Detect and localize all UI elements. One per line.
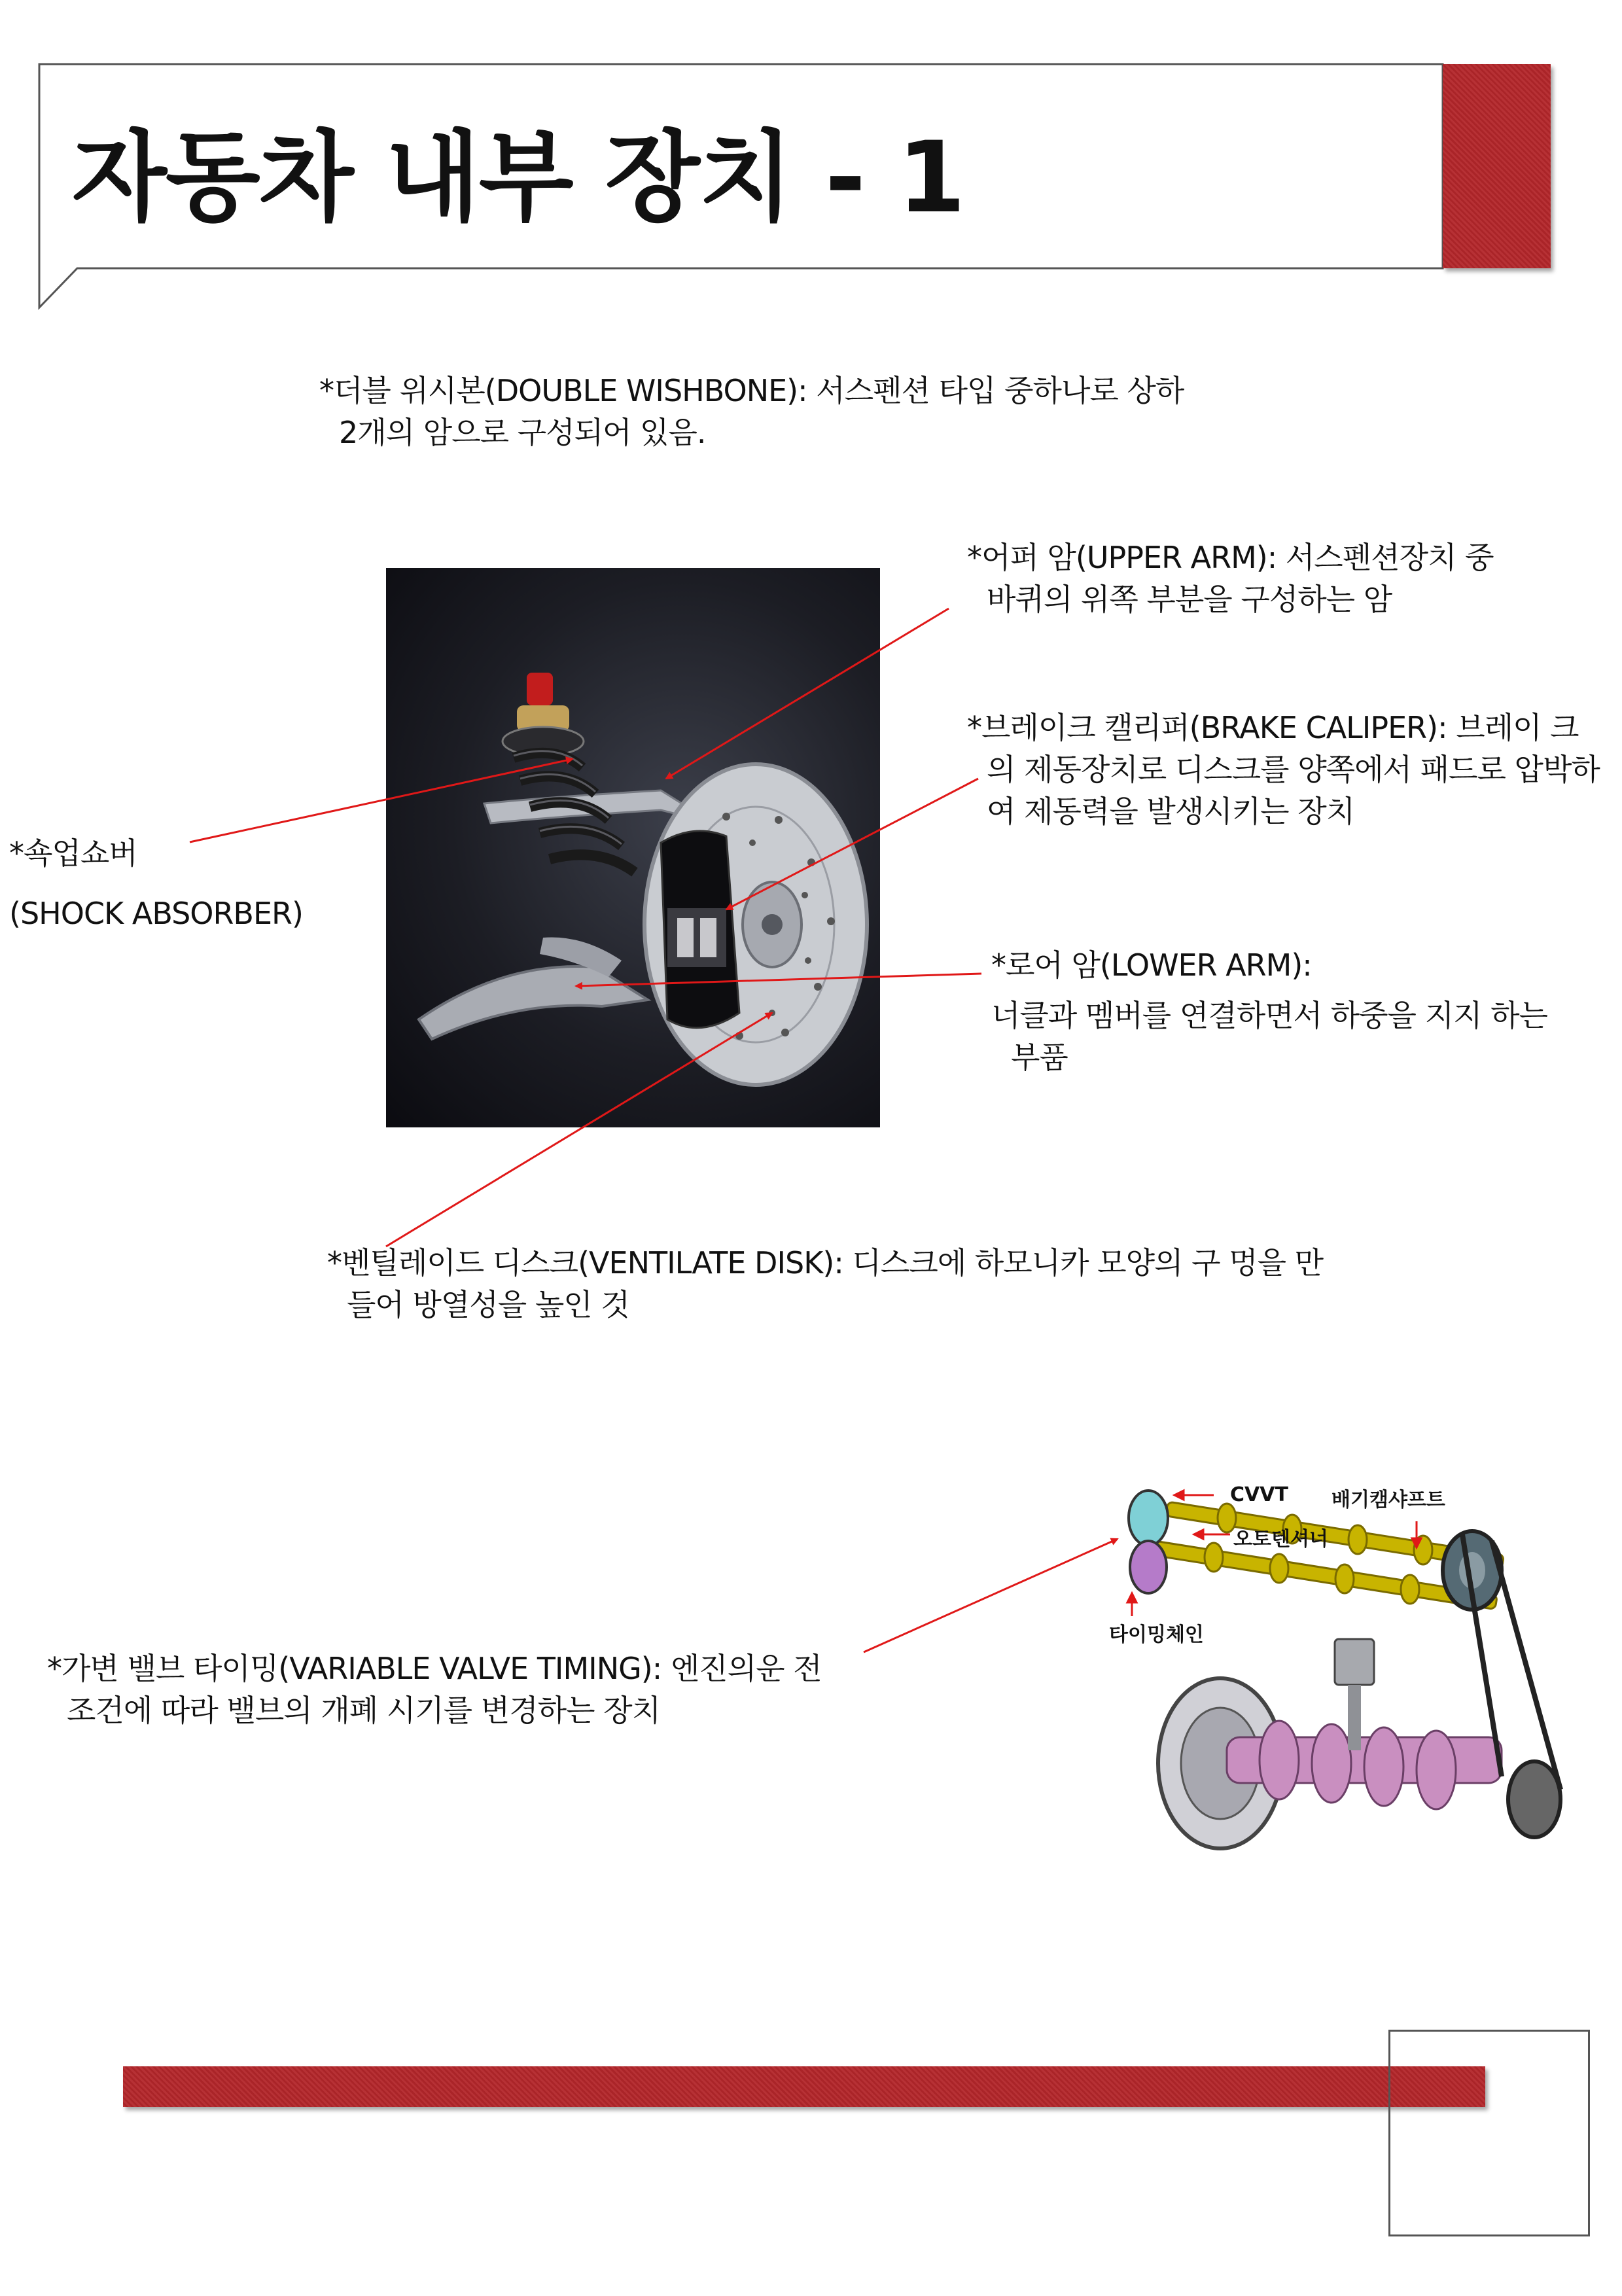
footer-frame-box [1388, 2030, 1590, 2236]
ventilate-disk-label: *벤틸레이드 디스크(VENTILATE DISK): 디스크에 하모니카 모양의 구 멍을 만 들어 방열성을 높인 것 [327, 1245, 1324, 1322]
cvvt-label: CVVT [1230, 1483, 1288, 1506]
double-wishbone-label: *더블 위시본(DOUBLE WISHBONE): 서스펜션 타입 중하나로 상하 2개의 암으로 구성되어 있음. [319, 373, 1184, 450]
brake-caliper-label: *브레이크 캘리퍼(BRAKE CALIPER): 브레이 크 의 제동장치로 디스크를 양쪽에서 패드로 압박하 여 제동력을 발생시키는 장치 [967, 710, 1600, 829]
page-title: 자동차 내부 장치 - 1 [72, 121, 964, 235]
timing-chain-label: 타이밍체인 [1109, 1623, 1204, 1646]
upper-arm-label: *어퍼 암(UPPER ARM): 서스펜션장치 중 바퀴의 위쪽 부분을 구성하는 암 [967, 540, 1494, 617]
vvt-engine-diagram [1109, 1469, 1593, 1875]
tensioner-label: 오토텐셔너 [1233, 1528, 1328, 1551]
vvt-label: *가변 밸브 타이밍(VARIABLE VALVE TIMING): 엔진의운 전 조건에 따라 밸브의 개폐 시기를 변경하는 장치 [47, 1651, 822, 1728]
exhaust-camshaft-label: 배기캠샤프트 [1331, 1489, 1445, 1511]
shock-absorber-label: *쇽업쇼버 (SHOCK ABSORBER) [9, 836, 303, 931]
footer-red-bar [123, 2066, 1485, 2107]
lower-arm-label: *로어 암(LOWER ARM): 너클과 멤버를 연결하면서 하중을 지지 하는 부품 [991, 947, 1547, 1075]
